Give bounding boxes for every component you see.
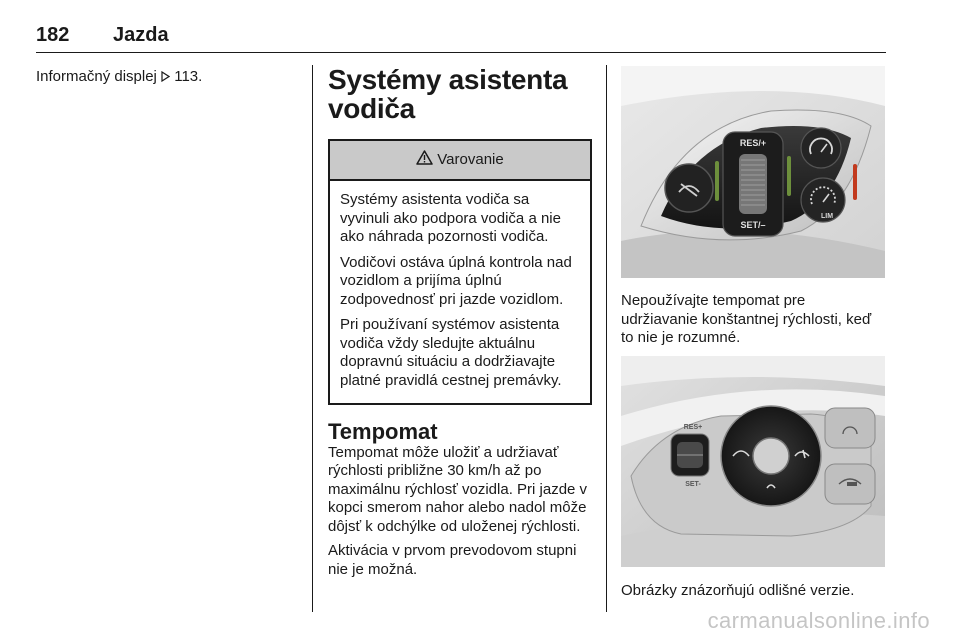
- lim-label: LIM: [820, 213, 834, 220]
- image-2-caption: Obrázky znázorňujú odlišné verzie.: [621, 582, 855, 599]
- warning-box: [328, 139, 592, 405]
- page-number: 182: [36, 24, 70, 46]
- watermark: carmanualsonline.info: [707, 608, 930, 633]
- column-2: [328, 65, 596, 585]
- res-plus-label-v2: RES+: [683, 424, 703, 431]
- body-paragraph: Tempomat môže uložiť a udržiavať rýchlosti približne 30 km/h až po maximálnu rýchlosť vozidla. Pri jazde v kopci smerom nahor alebo nadol môže dôjsť k odchýlke od uloženej rýchlosti.: [328, 443, 588, 535]
- warning-header: [330, 141, 590, 181]
- steering-wheel-controls-image-2: [621, 356, 885, 567]
- cross-reference-page: 113.: [170, 68, 203, 85]
- set-minus-label-v2: SET-: [685, 481, 701, 488]
- page-header: [36, 18, 886, 53]
- set-minus-label: SET/–: [740, 220, 766, 230]
- cross-reference-text: Informačný displej: [36, 68, 162, 85]
- column-divider-left: [312, 65, 313, 612]
- warning-paragraph: Vodičovi ostáva úplná kontrola nad vozidlom a prijíma úplnú zodpovednosť pri jazde vozidlom.: [340, 253, 572, 308]
- warning-paragraph: Pri používaní systémov asistenta vodiča vždy sledujte aktuálnu dopravnú situáciu a dodržiavajte platné pravidlá cestnej premávky.: [340, 316, 562, 389]
- image-1-caption: Nepoužívajte tempomat pre udržiavanie konštantnej rýchlosti, keď to nie je rozumné.: [621, 292, 872, 346]
- cross-reference-arrow-icon: [161, 68, 170, 85]
- column-1: [36, 68, 301, 87]
- column-divider-right: [606, 65, 607, 612]
- section-heading: Systémy asistenta vodiča: [328, 64, 568, 124]
- warning-title: Varovanie: [437, 150, 504, 168]
- subheading-tempomat: Tempomat: [328, 419, 438, 444]
- warning-paragraph: Systémy asistenta vodiča sa vyvinuli ako podpora vodiča a nie ako náhrada pozornosti vodiča.: [340, 191, 561, 245]
- res-plus-label: RES/+: [739, 138, 767, 148]
- warning-body: [330, 181, 590, 403]
- body-paragraph: Aktivácia v prvom prevodovom stupni nie je možná.: [328, 542, 577, 578]
- section-title: Jazda: [113, 24, 169, 46]
- steering-wheel-controls-image-1: [621, 66, 885, 278]
- warning-triangle-icon: [416, 150, 433, 171]
